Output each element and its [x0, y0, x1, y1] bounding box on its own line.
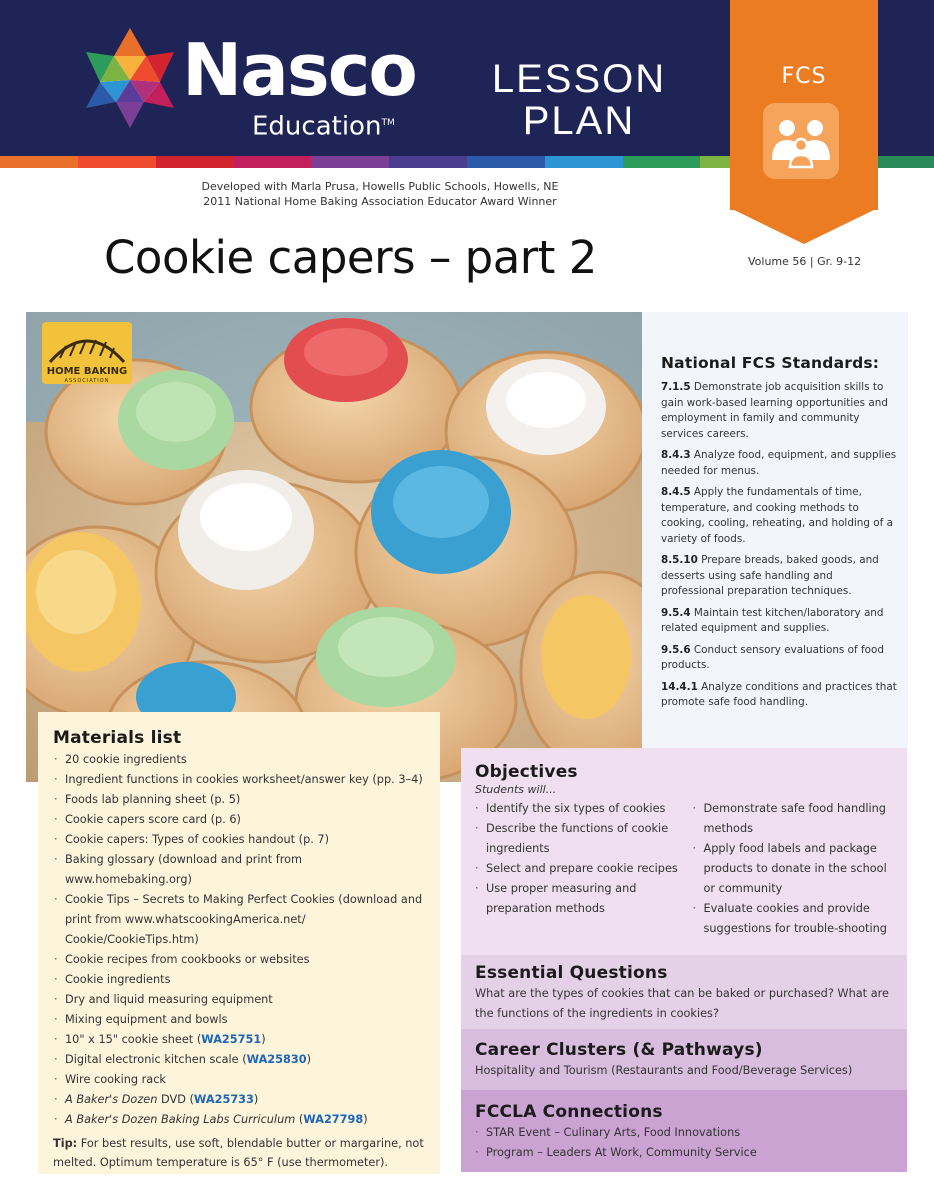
page-title: Cookie capers – part 2: [104, 231, 597, 284]
materials-heading: Materials list: [53, 728, 182, 748]
standards-heading: National FCS Standards:: [661, 354, 880, 372]
brand-subtitle: Education™: [252, 111, 395, 142]
objective-item: · Select and prepare cookie recipes: [475, 859, 692, 879]
objectives-intro: Students will...: [475, 783, 557, 796]
standard-text: Demonstrate job acquisition skills to gain work-based learning opportunities and employment in family and community services careers.: [661, 381, 888, 440]
standard-item: [661, 680, 898, 711]
product-code-link[interactable]: WA25751: [201, 1033, 262, 1046]
standard-code: 9.5.6: [661, 643, 691, 656]
standard-code: 8.4.3: [661, 449, 691, 461]
materials-item: · A Baker's Dozen DVD (WA25733): [53, 1090, 430, 1110]
credits: [160, 179, 600, 209]
career-clusters-heading: Career Clusters (& Pathways): [475, 1040, 763, 1060]
credits-author: Developed with Marla Prusa, Howells Public Schools, Howells, NE: [201, 180, 559, 193]
materials-item: · Ingredient functions in cookies worksheet/answer key (pp. 3–4): [53, 770, 430, 790]
standard-item: [661, 485, 898, 547]
standard-text: Prepare breads, baked goods, and desserts using safe handling and professional preparation techniques.: [661, 554, 879, 597]
objectives-column-1: [475, 799, 692, 939]
materials-item: · A Baker's Dozen Baking Labs Curriculum (WA27798): [53, 1110, 430, 1130]
materials-item: · 10" x 15" cookie sheet (WA25751): [53, 1030, 430, 1050]
materials-list: [53, 750, 430, 1130]
objectives-heading: Objectives: [475, 762, 578, 782]
color-bar-segment: [623, 156, 701, 168]
product-code-link[interactable]: WA25830: [246, 1053, 307, 1066]
career-clusters-text: Hospitality and Tourism (Restaurants and Food/Beverage Services): [475, 1064, 853, 1077]
standard-text: Apply the fundamentals of time, temperature, and cooking methods to cooking, cooling, reheating, and holding of a variety of foods.: [661, 486, 893, 545]
materials-item: · Baking glossary (download and print from www.homebaking.org): [53, 850, 430, 890]
objective-item: · Use proper measuring and preparation methods: [475, 879, 692, 919]
essential-questions-panel: [461, 955, 907, 1029]
credits-award: 2011 National Home Baking Association Educator Award Winner: [203, 195, 557, 208]
career-clusters-panel: [461, 1029, 907, 1090]
objectives-panel: [461, 748, 907, 955]
standard-code: 7.1.5: [661, 381, 691, 393]
standard-item: [661, 606, 898, 637]
color-bar-segment: [389, 156, 467, 168]
subject-tab-label: FCS: [781, 64, 827, 89]
color-bar-segment: [156, 156, 234, 168]
objectives-column-2: [692, 799, 897, 939]
home-baking-badge-line1: HOME BAKING: [46, 366, 128, 377]
standard-item: [661, 380, 898, 442]
fccla-item: · Program – Leaders At Work, Community Service: [475, 1143, 897, 1163]
volume-grade: Volume 56 | Gr. 9-12: [748, 255, 862, 268]
materials-item: · Wire cooking rack: [53, 1070, 430, 1090]
objective-item: · Evaluate cookies and provide suggestions for trouble-shooting: [692, 899, 897, 939]
materials-item: · Cookie recipes from cookbooks or websites: [53, 950, 430, 970]
materials-item: · Cookie capers score card (p. 6): [53, 810, 430, 830]
subject-tab-point: [730, 208, 878, 244]
materials-item: · Cookie capers: Types of cookies handout (p. 7): [53, 830, 430, 850]
standard-code: 9.5.4: [661, 606, 691, 619]
color-bar-segment: [467, 156, 545, 168]
objective-item: · Demonstrate safe food handling methods: [692, 799, 897, 839]
standards-panel: [642, 312, 908, 748]
standard-text: Analyze conditions and practices that promote safe food handling.: [661, 680, 897, 708]
materials-item: · Digital electronic kitchen scale (WA25830): [53, 1050, 430, 1070]
materials-panel: [38, 712, 440, 1174]
product-code-link[interactable]: WA25733: [193, 1093, 254, 1106]
materials-item: · Cookie ingredients: [53, 970, 430, 990]
standard-text: Conduct sensory evaluations of food products.: [661, 643, 884, 671]
standard-text: Analyze food, equipment, and supplies needed for menus.: [661, 449, 897, 477]
home-baking-badge-line2: ASSOCIATION: [64, 378, 110, 384]
standard-code: 14.4.1: [661, 680, 698, 693]
objectives-columns: [475, 799, 897, 939]
tip-note: Tip: For best results, use soft, blendable butter or margarine, not melted. Optimum temperature is 65° F (use thermometer).: [53, 1137, 424, 1169]
standard-item: [661, 643, 898, 674]
brand-name: Nasco: [182, 28, 416, 112]
materials-item: · Dry and liquid measuring equipment: [53, 990, 430, 1010]
materials-item: · Cookie Tips – Secrets to Making Perfect Cookies (download and print from www.whatscookingAmerica.net/ Cookie/CookieTips.htm): [53, 890, 430, 950]
fccla-item: · STAR Event – Culinary Arts, Food Innovations: [475, 1123, 897, 1143]
standard-code: 8.4.5: [661, 486, 691, 498]
nasco-star-logo-icon: [82, 26, 178, 130]
family-icon: [763, 103, 839, 179]
color-bar-segment: [233, 156, 311, 168]
fccla-heading: FCCLA Connections: [475, 1102, 663, 1122]
materials-item: · Mixing equipment and bowls: [53, 1010, 430, 1030]
lesson-plan-label: LESSON PLAN: [491, 57, 667, 143]
color-bar-segment: [78, 156, 156, 168]
standard-code: 8.5.10: [661, 554, 698, 566]
materials-item: · 20 cookie ingredients: [53, 750, 430, 770]
color-bar-segment: [545, 156, 623, 168]
fccla-panel: [461, 1090, 907, 1172]
color-bar-segment: [0, 156, 78, 168]
color-bar-segment: [311, 156, 389, 168]
standard-item: [661, 553, 898, 600]
essential-questions-text: What are the types of cookies that can be baked or purchased? What are the functions of the ingredients in cookies?: [475, 987, 889, 1020]
objective-item: · Apply food labels and package products to donate in the school or community: [692, 839, 897, 899]
trademark-mark: TM: [381, 118, 395, 128]
standard-text: Maintain test kitchen/laboratory and related equipment and supplies.: [661, 606, 884, 634]
product-code-link[interactable]: WA27798: [303, 1113, 364, 1126]
standard-item: [661, 448, 898, 479]
objective-item: · Identify the six types of cookies: [475, 799, 692, 819]
fccla-list: [475, 1123, 897, 1163]
essential-questions-heading: Essential Questions: [475, 963, 668, 983]
objective-item: · Describe the functions of cookie ingredients: [475, 819, 692, 859]
standards-list: [661, 380, 898, 711]
materials-item: · Foods lab planning sheet (p. 5): [53, 790, 430, 810]
